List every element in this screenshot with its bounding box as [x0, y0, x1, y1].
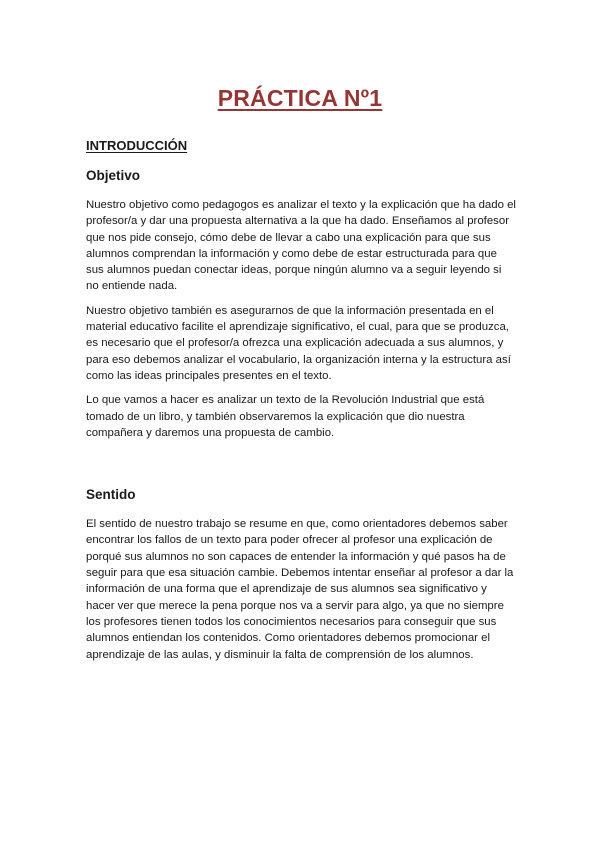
document-body — [86, 138, 516, 671]
section-heading-introduccion: INTRODUCCIÓN — [86, 138, 188, 153]
paragraph-objetivo-2: Nuestro objetivo también es asegurarnos de que la información presentada en el material educativo facilite el aprendizaje significativo, el cual, para que se produzca, es necesario que el profesor/a ofrezca una explicación adecuada a sus alumnos, y para eso debemos analizar el vocabulario, la organización interna y la estructura así como las ideas principales presentes en el texto. — [86, 304, 511, 382]
subheading-objetivo: Objetivo — [86, 168, 141, 183]
paragraph-objetivo-1: Nuestro objetivo como pedagogos es analizar el texto y la explicación que ha dado el profesor/a y dar una propuesta alternativa a la que ha dado. Enseñamos al profesor que nos pide consejo, cómo debe de llevar a cabo una explicación para que sus alumnos comprendan la información y como debe de estar estructurada para que sus alumnos puedan conectar ideas, porque ningún alumno va a seguir leyendo si no entiende nada. — [86, 199, 516, 293]
paragraph-objetivo-3: Lo que vamos a hacer es analizar un texto de la Revolución Industrial que está tomado de un libro, y también observaremos la explicación que dio nuestra compañera y daremos una propuesta de cambio. — [86, 394, 485, 439]
subheading-sentido: Sentido — [86, 487, 136, 503]
page-title: PRÁCTICA Nº1 — [217, 85, 383, 112]
paragraph-sentido-1: El sentido de nuestro trabajo se resume en que, como orientadores debemos saber encontrar los fallos de un texto para poder ofrecer al profesor una explicación de porqué sus alumnos no son capaces de entender la información y qué pasos ha de seguir para que esa situación cambie. Debemos intentar enseñar al profesor a dar la información de una forma que el aprendizaje de sus alumnos sea significativo y hacer ver que merece la pena porque nos va a servir para algo, ya que no siempre los profesores tienen todos los conocimientos necesarios para conseguir que sus alumnos entiendan los contenidos. Como orientadores debemos promocionar el aprendizaje de las aulas, y disminuir la falta de comprensión de los alumnos. — [86, 518, 514, 661]
section-spacer — [86, 449, 516, 486]
